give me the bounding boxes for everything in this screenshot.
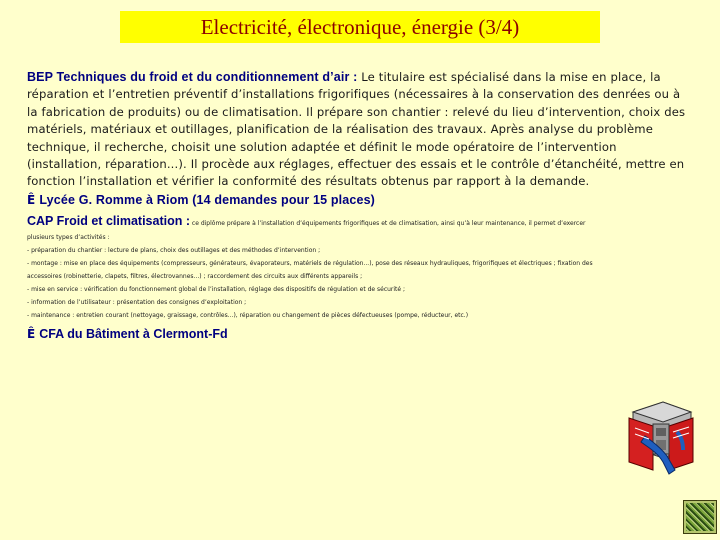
page-title: Electricité, électronique, énergie (3/4) xyxy=(200,14,520,39)
cap-school-label: CFA du Bâtiment à Clermont-Fd xyxy=(39,327,228,341)
corner-decoration xyxy=(683,500,717,534)
list-item: accessoires (robinetterie, clapets, filtres, électrovannes...) ; raccordement des circuits aux différents appareils ; xyxy=(27,273,363,280)
list-item: - mise en service : vérification du fonctionnement global de l’installation, réglage des dispositifs de régulation et de sécurité ; xyxy=(27,286,406,293)
bep-description: Le titulaire est spécialisé dans la mise en place, la réparation et l’entretien préventif d’installations frigorifiques (nécessaires à la conservation des denrées ou à la fabrication de produits) ou de climatisation. Il prépare son chantier : relevé du lieu d’intervention, choix des matériels, matériaux et outillages, planification de la réalisation des travaux. Après analyse du problème technique, il recherche, choisit une solution adaptée et définit le mode opératoire de l’intervention (installation, réparation...). Il procède aux réglages, effectuer des essais et le contrôle d’étanchéité, mettre en fonction l’installation et vérifier la conformité des résultats obtenus par rapport à la demande. xyxy=(27,70,686,189)
cap-intro: ce diplôme prépare à l’installation d’équipements frigorifiques et de climatisation, ainsi qu’à leur maintenance, il permet d’exercer xyxy=(191,220,586,227)
list-item: - maintenance : entretien courant (nettoyage, graissage, contrôles...), réparation ou changement de pièces défectueuses (pompe, réducteur, etc.) xyxy=(27,312,469,319)
refrigeration-unit-icon xyxy=(623,398,698,476)
cap-header xyxy=(27,214,692,231)
list-item: - information de l’utilisateur : présentation des consignes d’exploitation ; xyxy=(27,299,247,306)
arrow-icon: Ê xyxy=(27,192,36,207)
bep-school xyxy=(27,192,692,209)
arrow-icon: Ê xyxy=(27,327,36,341)
list-item: - préparation du chantier : lecture de plans, choix des outillages et des méthodes d’intervention ; xyxy=(27,247,321,254)
bep-school-label: Lycée G. Romme à Riom (14 demandes pour 15 places) xyxy=(39,192,375,207)
cap-section xyxy=(27,214,692,341)
cap-intro-continued: plusieurs types d’activités : xyxy=(27,234,110,241)
cap-activity-list xyxy=(27,244,692,322)
cap-school xyxy=(27,327,692,341)
title-banner xyxy=(120,11,600,43)
bep-heading: BEP Techniques du froid et du conditionnement d’air : xyxy=(27,70,358,84)
cap-heading: CAP Froid et climatisation : xyxy=(27,214,190,228)
list-item: - montage : mise en place des équipements (compresseurs, générateurs, évaporateurs, matériels de régulation...), pose des réseaux hydrauliques, frigorifiques et électriques ; fixation des xyxy=(27,260,593,267)
bep-section xyxy=(27,69,692,209)
